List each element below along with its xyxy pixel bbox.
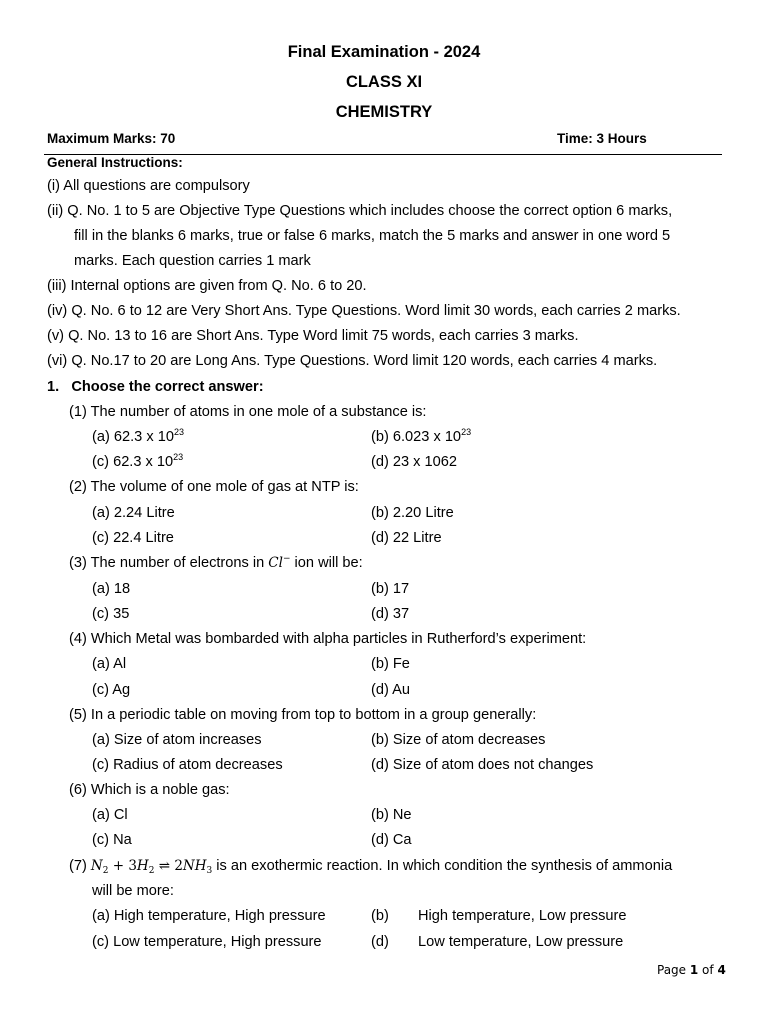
question-2-option-d: (d) 22 Litre	[371, 530, 442, 546]
question-5-stem: (5) In a periodic table on moving from top to bottom in a group generally:	[69, 707, 537, 723]
exam-title: Final Examination - 2024	[287, 43, 481, 61]
question-4-option-d: (d) Au	[371, 682, 410, 698]
instruction-vi: (vi) Q. No.17 to 20 are Long Ans. Type Questions. Word limit 120 words, each carries 4 marks.	[47, 353, 658, 369]
question-4-stem: (4) Which Metal was bombarded with alpha particles in Rutherford’s experiment:	[69, 631, 587, 647]
question-6-option-d: (d) Ca	[371, 832, 412, 848]
question-1-option-d: (d) 23 x 1062	[371, 454, 457, 470]
question-2-option-b: (b) 2.20 Litre	[371, 505, 454, 521]
instruction-ii-cont: fill in the blanks 6 marks, true or false 6 marks, match the 5 marks and answer in one word 5	[74, 228, 671, 244]
question-2-stem: (2) The volume of one mole of gas at NTP is:	[69, 479, 359, 495]
question-4-option-b: (b) Fe	[371, 656, 410, 672]
question-7-option-a: (a) High temperature, High pressure	[92, 908, 326, 924]
question-1-option-c: (c) 62.3 x $10^{23}$	[92, 452, 184, 470]
page-number: Page 1 of 4	[657, 963, 726, 977]
section-heading	[47, 379, 264, 395]
question-5-option-a: (a) Size of atom increases	[92, 732, 262, 748]
instruction-iv: (iv) Q. No. 6 to 12 are Very Short Ans. Type Questions. Word limit 30 words, each carries 2 marks.	[47, 303, 681, 319]
question-4-option-c: (c) Ag	[92, 682, 131, 698]
question-6-option-b: (b) Ne	[371, 807, 412, 823]
instruction-v: (v) Q. No. 13 to 16 are Short Ans. Type Word limit 75 words, each carries 3 marks.	[47, 328, 579, 344]
instruction-ii-cont2: marks. Each question carries 1 mark	[74, 253, 311, 269]
question-7-option-c: (c) Low temperature, High pressure	[92, 934, 322, 950]
instruction-i: (i) All questions are compulsory	[47, 178, 250, 194]
question-7-option-b-label: (b)	[371, 908, 389, 924]
question-4-option-a: (a) Al	[92, 656, 127, 672]
question-3-option-b: (b) 17	[371, 581, 410, 597]
ammonia-equation: $N_2 + 3H_2$ ⇌ $2NH_3$	[90, 858, 213, 876]
subject-title: CHEMISTRY	[335, 103, 433, 121]
question-7-option-d-label: (d)	[371, 934, 389, 950]
instructions-heading: General Instructions:	[47, 155, 183, 170]
question-5-option-b: (b) Size of atom decreases	[371, 732, 546, 748]
question-2-option-c: (c) 22.4 Litre	[92, 530, 174, 546]
maximum-marks: Maximum Marks: 70	[47, 131, 176, 146]
question-5-option-d: (d) Size of atom does not changes	[371, 757, 594, 773]
question-7-option-b: High temperature, Low pressure	[418, 908, 627, 924]
question-7-stem: (7) $N_2 + 3H_2$ ⇌ $2NH_3$ is an exothermic reaction. In which condition the synthesis of ammonia	[69, 858, 673, 876]
instruction-ii: (ii) Q. No. 1 to 5 are Objective Type Questions which includes choose the correct option 6 marks,	[47, 203, 673, 219]
section-title: Choose the correct answer:	[71, 379, 264, 395]
exam-time: Time: 3 Hours	[557, 131, 647, 146]
section-number: 1.	[47, 379, 60, 395]
chloride-ion: Cl−	[268, 554, 291, 571]
question-7-stem-cont: will be more:	[92, 883, 174, 899]
instruction-iii: (iii) Internal options are given from Q. No. 6 to 20.	[47, 278, 367, 294]
question-1-stem: (1) The number of atoms in one mole of a substance is:	[69, 404, 427, 420]
question-6-stem: (6) Which is a noble gas:	[69, 782, 230, 798]
question-5-option-c: (c) Radius of atom decreases	[92, 757, 283, 773]
question-3-stem: (3) The number of electrons in Cl− ion will be:	[69, 554, 363, 571]
question-3-option-a: (a) 18	[92, 581, 131, 597]
question-3-option-d: (d) 37	[371, 606, 410, 622]
question-3-option-c: (c) 35	[92, 606, 130, 622]
question-6-option-c: (c) Na	[92, 832, 132, 848]
question-6-option-a: (a) Cl	[92, 807, 128, 823]
question-1-option-b: (b) 6.023 x $10^{23}$	[371, 427, 472, 445]
question-1-option-a: (a) 62.3 x $10^{23}$	[92, 427, 184, 445]
question-2-option-a: (a) 2.24 Litre	[92, 505, 175, 521]
question-7-option-d: Low temperature, Low pressure	[418, 934, 624, 950]
class-title: CLASS XI	[345, 73, 423, 91]
